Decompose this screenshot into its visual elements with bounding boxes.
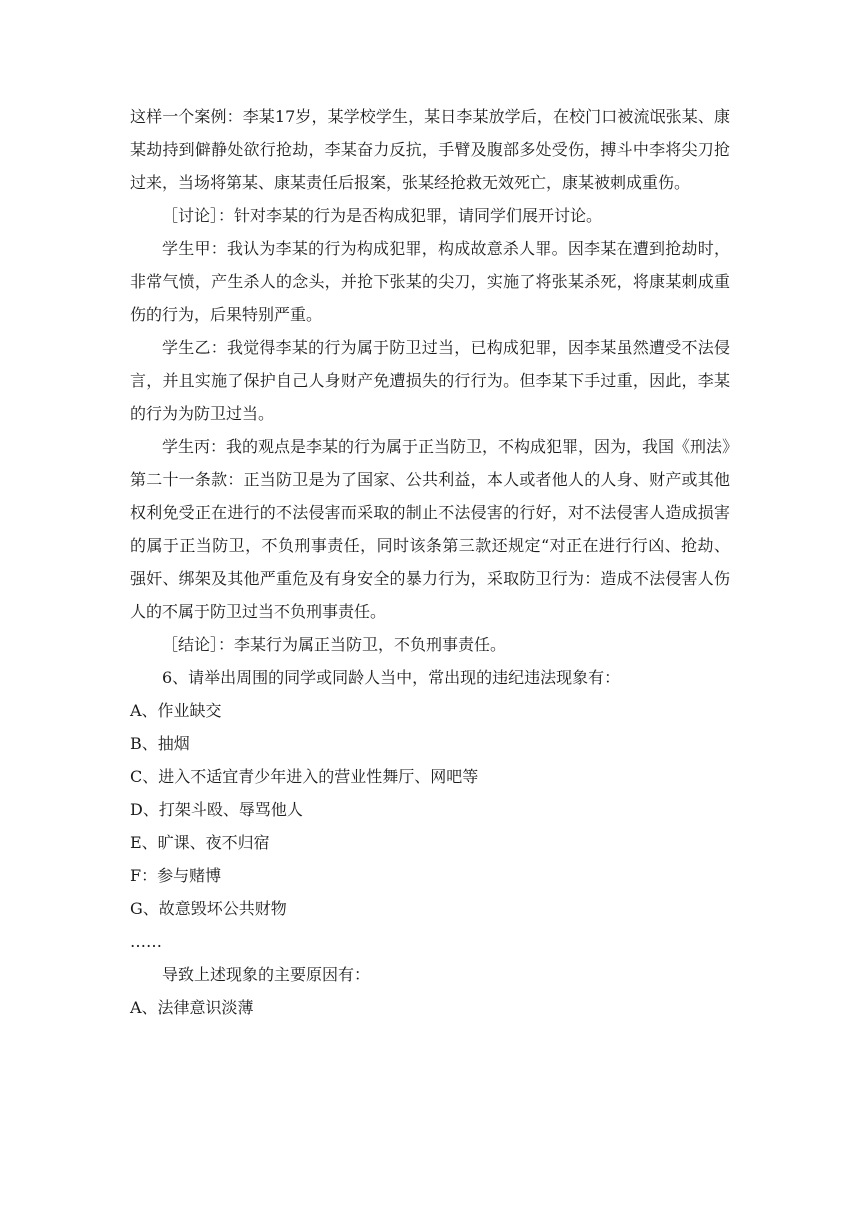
cause-item: A、法律意识淡薄 [130,998,254,1017]
document-body [130,100,730,1024]
list-item: G、故意毁坏公共财物 [130,899,287,918]
list-item: A、作业缺交 [130,701,222,720]
conclusion-paragraph: ［结论］：李某行为属正当防卫，不负刑事责任。 [162,635,507,654]
student-b-paragraph: 学生乙：我觉得李某的行为属于防卫过当，已构成犯罪，因李某虽然遭受不法侵言，并且实施了保护自己人身财产免遭损失的行行为。但李某下手过重，因此，李某的行为为防卫过当。 [130,338,730,423]
causes-intro: 导致上述现象的主要原因有： [162,965,371,984]
case-paragraph: 这样一个案例：李某17岁，某学校学生，某日李某放学后，在校门口被流氓张某、康某劫持到僻静处欲行抢劫，李某奋力反抗，手臂及腹部多处受伤，搏斗中李将尖刀抢过来，当场将第某、康某责任后报案，张某经抢救无效死亡，康某被刺成重伤。 [130,107,730,192]
question-6-paragraph: 6、请举出周围的同学或同龄人当中，常出现的违纪违法现象有： [162,668,621,687]
discussion-paragraph: ［讨论］：针对李某的行为是否构成犯罪，请同学们展开讨论。 [162,206,603,225]
student-c-paragraph: 学生丙：我的观点是李某的行为属于正当防卫，不构成犯罪，因为，我国《刑法》第二十一条款：正当防卫是为了国家、公共利益，本人或者他人的人身、财产或其他权利免受正在进行的不法侵害而采取的制止不法侵害的行好，对不法侵害人造成损害的属于正当防卫，不负刑事责任，同时该条第三款还规定“对正在进行行凶、抢劫、强奸、绑架及其他严重危及有身安全的暴力行为，采取防卫行为：造成不法侵害人伤人的不属于防卫过当不负刑事责任。 [130,437,731,621]
list-item: C、进入不适宜青少年进入的营业性舞厅、网吧等 [130,767,479,786]
list-item: F：参与赌博 [130,866,222,885]
list-item: B、抽烟 [130,734,190,753]
list-item: E、旷课、夜不归宿 [130,833,270,852]
student-a-paragraph: 学生甲：我认为李某的行为构成犯罪，构成故意杀人罪。因李某在遭到抢劫时，非常气愤，产生杀人的念头，并抢下张某的尖刀，实施了将张某杀死，将康某刺成重伤的行为，后果特别严重。 [130,239,730,324]
list-item: D、打架斗殴、辱骂他人 [130,800,303,819]
ellipsis-item: …… [130,932,162,951]
